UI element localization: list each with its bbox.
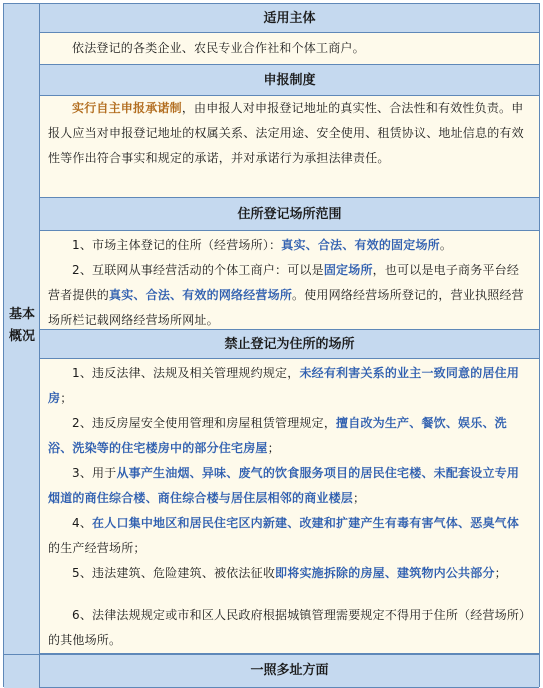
section-body-domicile-scope	[40, 231, 539, 330]
prohibited-item-4-text: 4、	[72, 516, 93, 530]
prohibited-item-4-highlight: 在人口集中地区和居民住宅区内新建、改建和扩建产生有毒有害气体、恶臭气体	[92, 516, 520, 530]
prohibited-item-3-highlight: 从事产生油烟、异味、废气的饮食服务项目的居民住宅楼、未配套设立专用烟道的商住综合楼、商住综合楼与居住层相邻的商业楼层	[48, 466, 520, 505]
prohibited-item-4	[40, 511, 539, 561]
declaration-rest: ，由申报人对申报登记地址的真实性、合法性和有效性负责。申报人应当对申报登记地址的权属关系、法定用途、安全使用、租赁协议、地址信息的有效性等作出符合事实和规定的承诺，并对承诺行为承担法律责任。	[48, 101, 524, 165]
prohibited-item-2-end: ；	[267, 441, 280, 455]
prohibited-item-5-text: 5、违法建筑、危险建筑、被依法征收	[72, 566, 276, 580]
row-label	[4, 304, 40, 348]
section-header-domicile-scope: 住所登记场所范围	[40, 198, 539, 231]
section-body-declaration	[40, 96, 539, 198]
prohibited-item-5	[40, 561, 539, 586]
prohibited-item-5-end: ；	[494, 566, 507, 580]
scope-item-2-text-b: ，也可以是电子商务平台经营者提供的	[48, 263, 520, 302]
scope-item-1-end: 。	[439, 238, 453, 252]
subject-text: 依法登记的各类企业、农民专业合作社和个体工商户。	[72, 41, 365, 55]
prohibited-item-5-highlight: 即将实施拆除的房屋、建筑物内公共部分	[275, 566, 495, 580]
section-header-subject: 适用主体	[40, 4, 539, 33]
declaration-highlight: 实行自主申报承诺制	[72, 101, 182, 115]
row-label-cell-next	[4, 654, 40, 688]
prohibited-item-2-highlight: 擅自改为生产、餐饮、娱乐、洗浴、洗染等的住宅楼房中的部分住宅房屋	[48, 416, 507, 455]
scope-item-2-highlight-a: 固定场所	[323, 263, 373, 277]
prohibited-item-1-end: ；	[60, 391, 73, 405]
declaration-text	[40, 96, 539, 171]
row-label-cell	[4, 4, 40, 654]
prohibited-item-1	[40, 361, 539, 411]
section-header-declaration: 申报制度	[40, 65, 539, 96]
prohibited-item-3-text: 3、用于	[72, 466, 117, 480]
scope-item-1-highlight: 真实、合法、有效的固定场所	[281, 238, 440, 252]
section-body-subject	[40, 33, 539, 65]
scope-item-1-text: 1、市场主体登记的住所（经营场所）：	[72, 238, 282, 252]
row-label-line-1: 基本	[8, 307, 35, 322]
scope-item-2-text-a: 2、互联网从事经营活动的个体工商户：可以是	[72, 263, 324, 277]
prohibited-item-3-end: ；	[353, 491, 366, 505]
scope-item-2-text-c: 。使用网络经营场所登记的，营业执照经营场所栏记载网络经营场所网址。	[48, 288, 524, 327]
scope-item-1	[40, 233, 539, 258]
prohibited-item-2	[40, 411, 539, 461]
section-body-prohibited	[40, 359, 539, 654]
prohibited-item-4-end: 的生产经营场所；	[48, 541, 146, 555]
section-header-prohibited: 禁止登记为住所的场所	[40, 330, 539, 359]
scope-item-2	[40, 258, 539, 333]
section-header-multi-address: 一照多址方面	[40, 654, 539, 688]
scope-item-2-highlight-b: 真实、合法、有效的网络经营场所	[109, 288, 293, 302]
prohibited-item-1-text: 1、违反法律、法规及相关管理规约规定，	[72, 366, 300, 380]
prohibited-item-1-highlight: 未经有利害关系的业主一致同意的居住用房	[48, 366, 520, 405]
policy-table	[3, 3, 540, 687]
prohibited-item-3	[40, 461, 539, 511]
prohibited-item-6: 6、法律法规规定或市和区人民政府根据城镇管理需要规定不得用于住所（经营场所）的其他场所。	[48, 608, 526, 647]
row-label-line-2: 概况	[8, 329, 35, 344]
prohibited-item-2-text: 2、违反房屋安全使用管理和房屋租赁管理规定，	[72, 416, 337, 430]
